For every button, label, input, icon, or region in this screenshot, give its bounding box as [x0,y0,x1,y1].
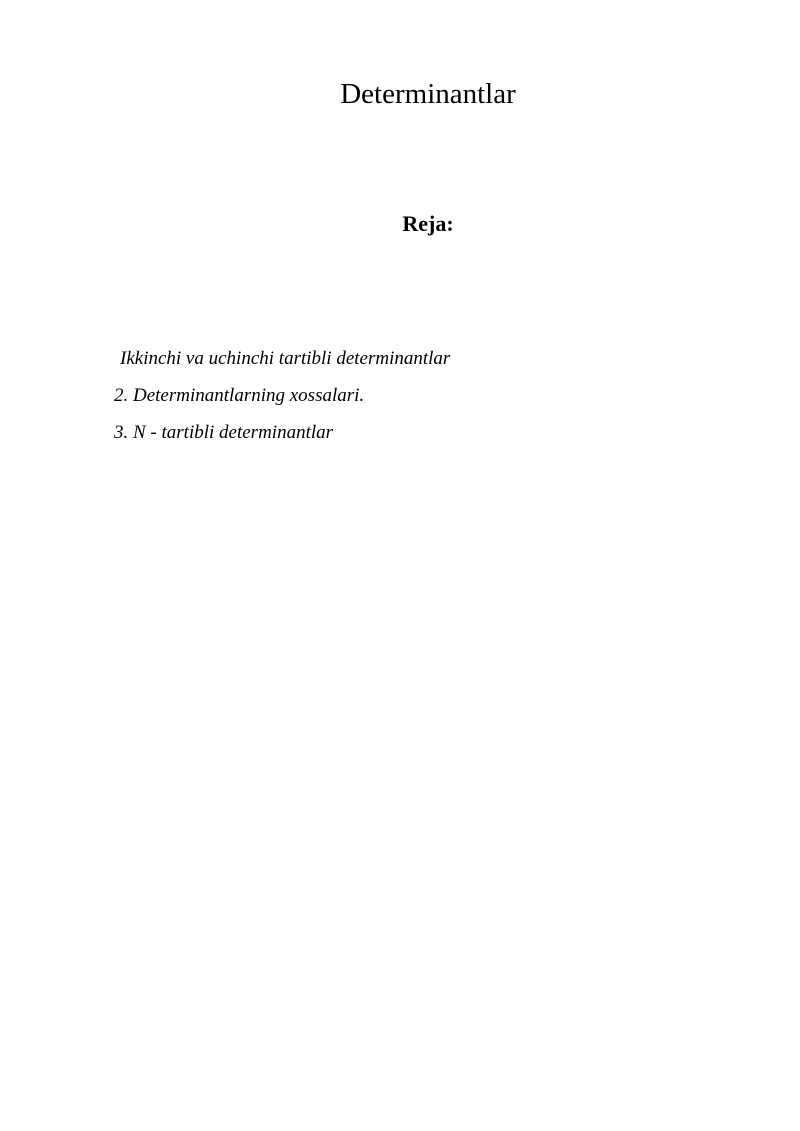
document-title: Determinantlar [340,78,516,110]
plan-item: 2. Determinantlarning xossalari. [114,385,365,406]
plan-item: Ikkinchi va uchinchi tartibli determinantlar [120,348,451,369]
plan-heading: Reja: [402,211,454,236]
plan-list [114,346,450,457]
plan-item: 3. N - tartibli determinantlar [114,422,334,443]
